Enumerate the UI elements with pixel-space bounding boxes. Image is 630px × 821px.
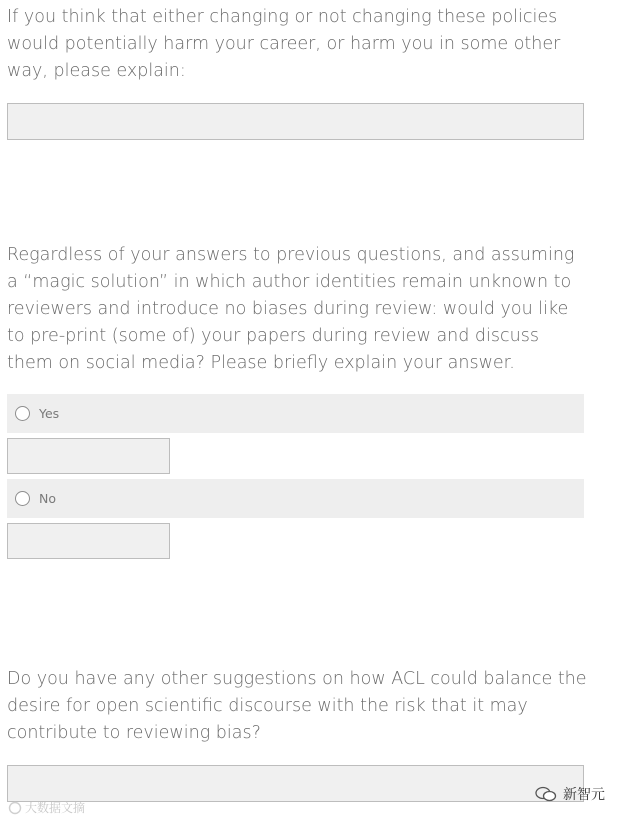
- no-explain-field[interactable]: [7, 523, 170, 559]
- option-no-label: No: [39, 491, 56, 506]
- watermark-left-text: 大数据文摘: [25, 801, 86, 815]
- yes-explain-field[interactable]: [7, 438, 170, 474]
- watermark-logo-icon: [8, 801, 22, 815]
- radio-no[interactable]: [15, 491, 30, 506]
- watermark-right: [535, 784, 605, 804]
- question-3-text: Do you have any other suggestions on how ACL could balance the desire for open scientific discourse with the risk that it may contribute to reviewing bias?: [7, 669, 587, 743]
- option-yes-label: Yes: [39, 406, 60, 421]
- option-no[interactable]: [7, 479, 584, 518]
- option-yes[interactable]: [7, 394, 584, 433]
- watermark-right-text: 新智元: [563, 787, 605, 803]
- wechat-icon: [535, 786, 557, 802]
- watermark-left: [8, 799, 85, 816]
- question-1-text: If you think that either changing or not changing these policies would potentially harm your career, or harm you in some other way, please explain:: [7, 7, 561, 81]
- question-2-text: Regardless of your answers to previous questions, and assuming a “magic solution” in which author identities remain unknown to reviewers and introduce no biases during review: would you like to pre-print (some of) your papers during review and discuss them on social media? Please briefly explain your answer.: [7, 245, 575, 373]
- question-1-answer-field[interactable]: [7, 103, 584, 140]
- question-3-answer-field[interactable]: [7, 765, 584, 802]
- radio-yes[interactable]: [15, 406, 30, 421]
